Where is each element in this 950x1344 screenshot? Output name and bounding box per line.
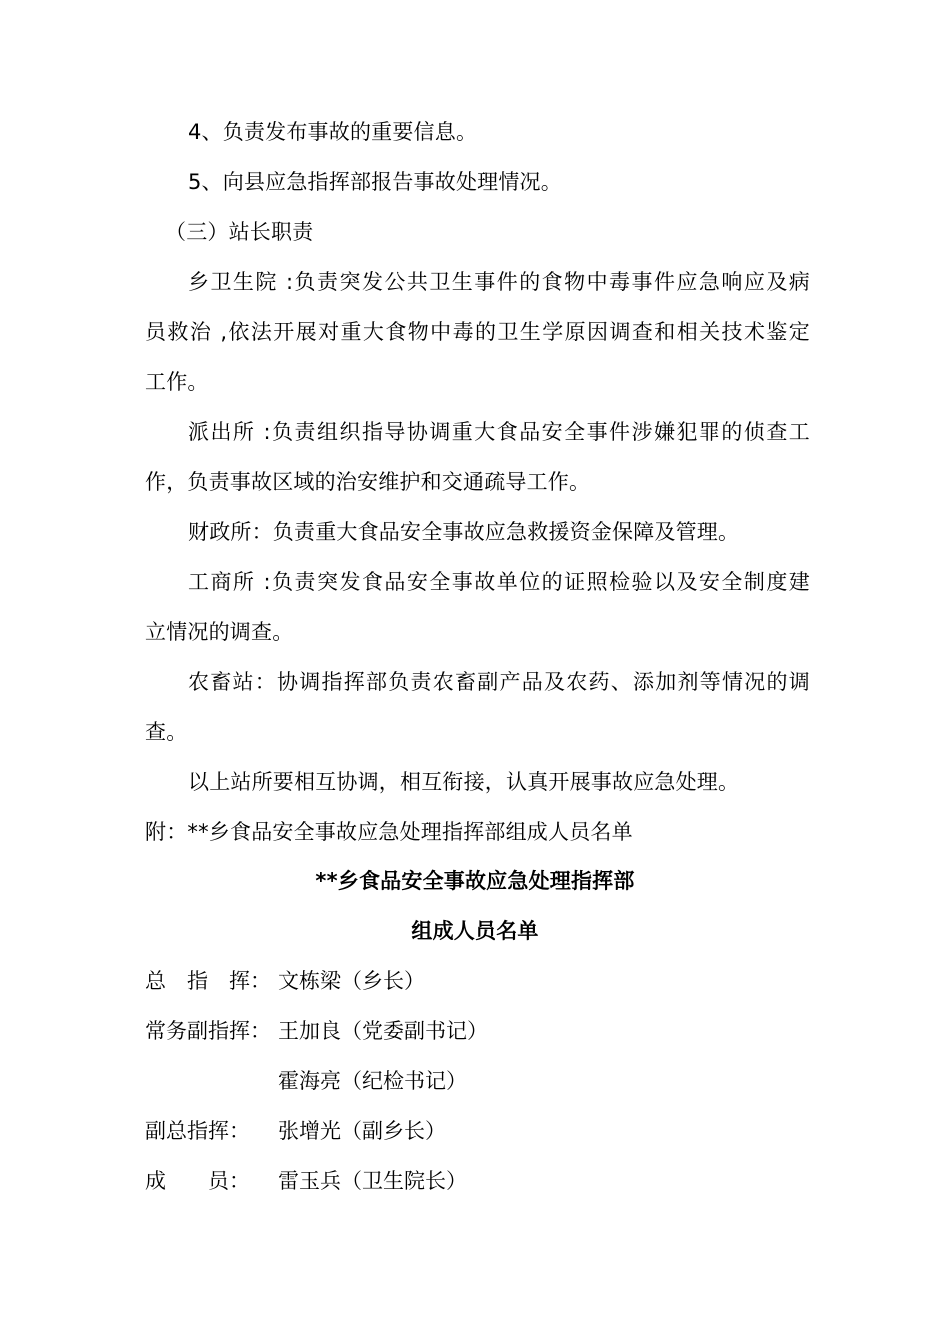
- paragraph-police-line1: 派出所 :负责组织指导协调重大食品安全事件涉嫌犯罪的侦查工: [188, 420, 810, 444]
- section-heading-station-duties: （三）站长职责: [165, 220, 314, 244]
- paragraph-livestock-line1: 农畜站：协调指挥部负责农畜副产品及农药、添加剂等情况的调: [188, 670, 810, 694]
- roster-value-executive-deputy-1: 王加良（党委副书记）: [278, 1019, 488, 1043]
- paragraph-health-center-line2: 员救治 ,依法开展对重大食物中毒的卫生学原因调查和相关技术鉴定: [145, 320, 810, 344]
- paragraph-item-5: 5、向县应急指挥部报告事故处理情况。: [188, 170, 562, 194]
- paragraph-health-center-line3: 工作。: [145, 370, 209, 394]
- roster-value-deputy-commander: 张增光（副乡长）: [278, 1119, 446, 1143]
- paragraph-livestock-line2: 查。: [145, 720, 188, 744]
- paragraph-item-4: 4、负责发布事故的重要信息。: [188, 120, 478, 144]
- roster-title-line2: 组成人员名单: [411, 919, 539, 943]
- roster-title-line1: **乡食品安全事故应急处理指挥部: [315, 869, 635, 893]
- paragraph-finance: 财政所：负责重大食品安全事故应急救援资金保障及管理。: [188, 520, 740, 544]
- roster-label-commander: 总 指 挥：: [145, 969, 271, 993]
- paragraph-coordination: 以上站所要相互协调，相互衔接，认真开展事故应急处理。: [188, 770, 740, 794]
- paragraph-health-center-line1: 乡卫生院 :负责突发公共卫生事件的食物中毒事件应急响应及病: [188, 270, 810, 294]
- paragraph-police-line2: 作，负责事故区域的治安维护和交通疏导工作。: [145, 470, 591, 494]
- roster-value-commander: 文栋梁（乡长）: [278, 969, 425, 993]
- roster-label-deputy-commander: 副总指挥：: [145, 1119, 250, 1143]
- roster-label-members: 成 员：: [145, 1169, 250, 1193]
- roster-value-members: 雷玉兵（卫生院长）: [278, 1169, 467, 1193]
- paragraph-commerce-line1: 工商所 :负责突发食品安全事故单位的证照检验以及安全制度建: [188, 570, 810, 594]
- paragraph-attachment-note: 附：**乡食品安全事故应急处理指挥部组成人员名单: [145, 820, 633, 844]
- paragraph-commerce-line2: 立情况的调查。: [145, 620, 294, 644]
- roster-label-executive-deputy: 常务副指挥：: [145, 1019, 271, 1043]
- roster-value-executive-deputy-2: 霍海亮（纪检书记）: [278, 1069, 467, 1093]
